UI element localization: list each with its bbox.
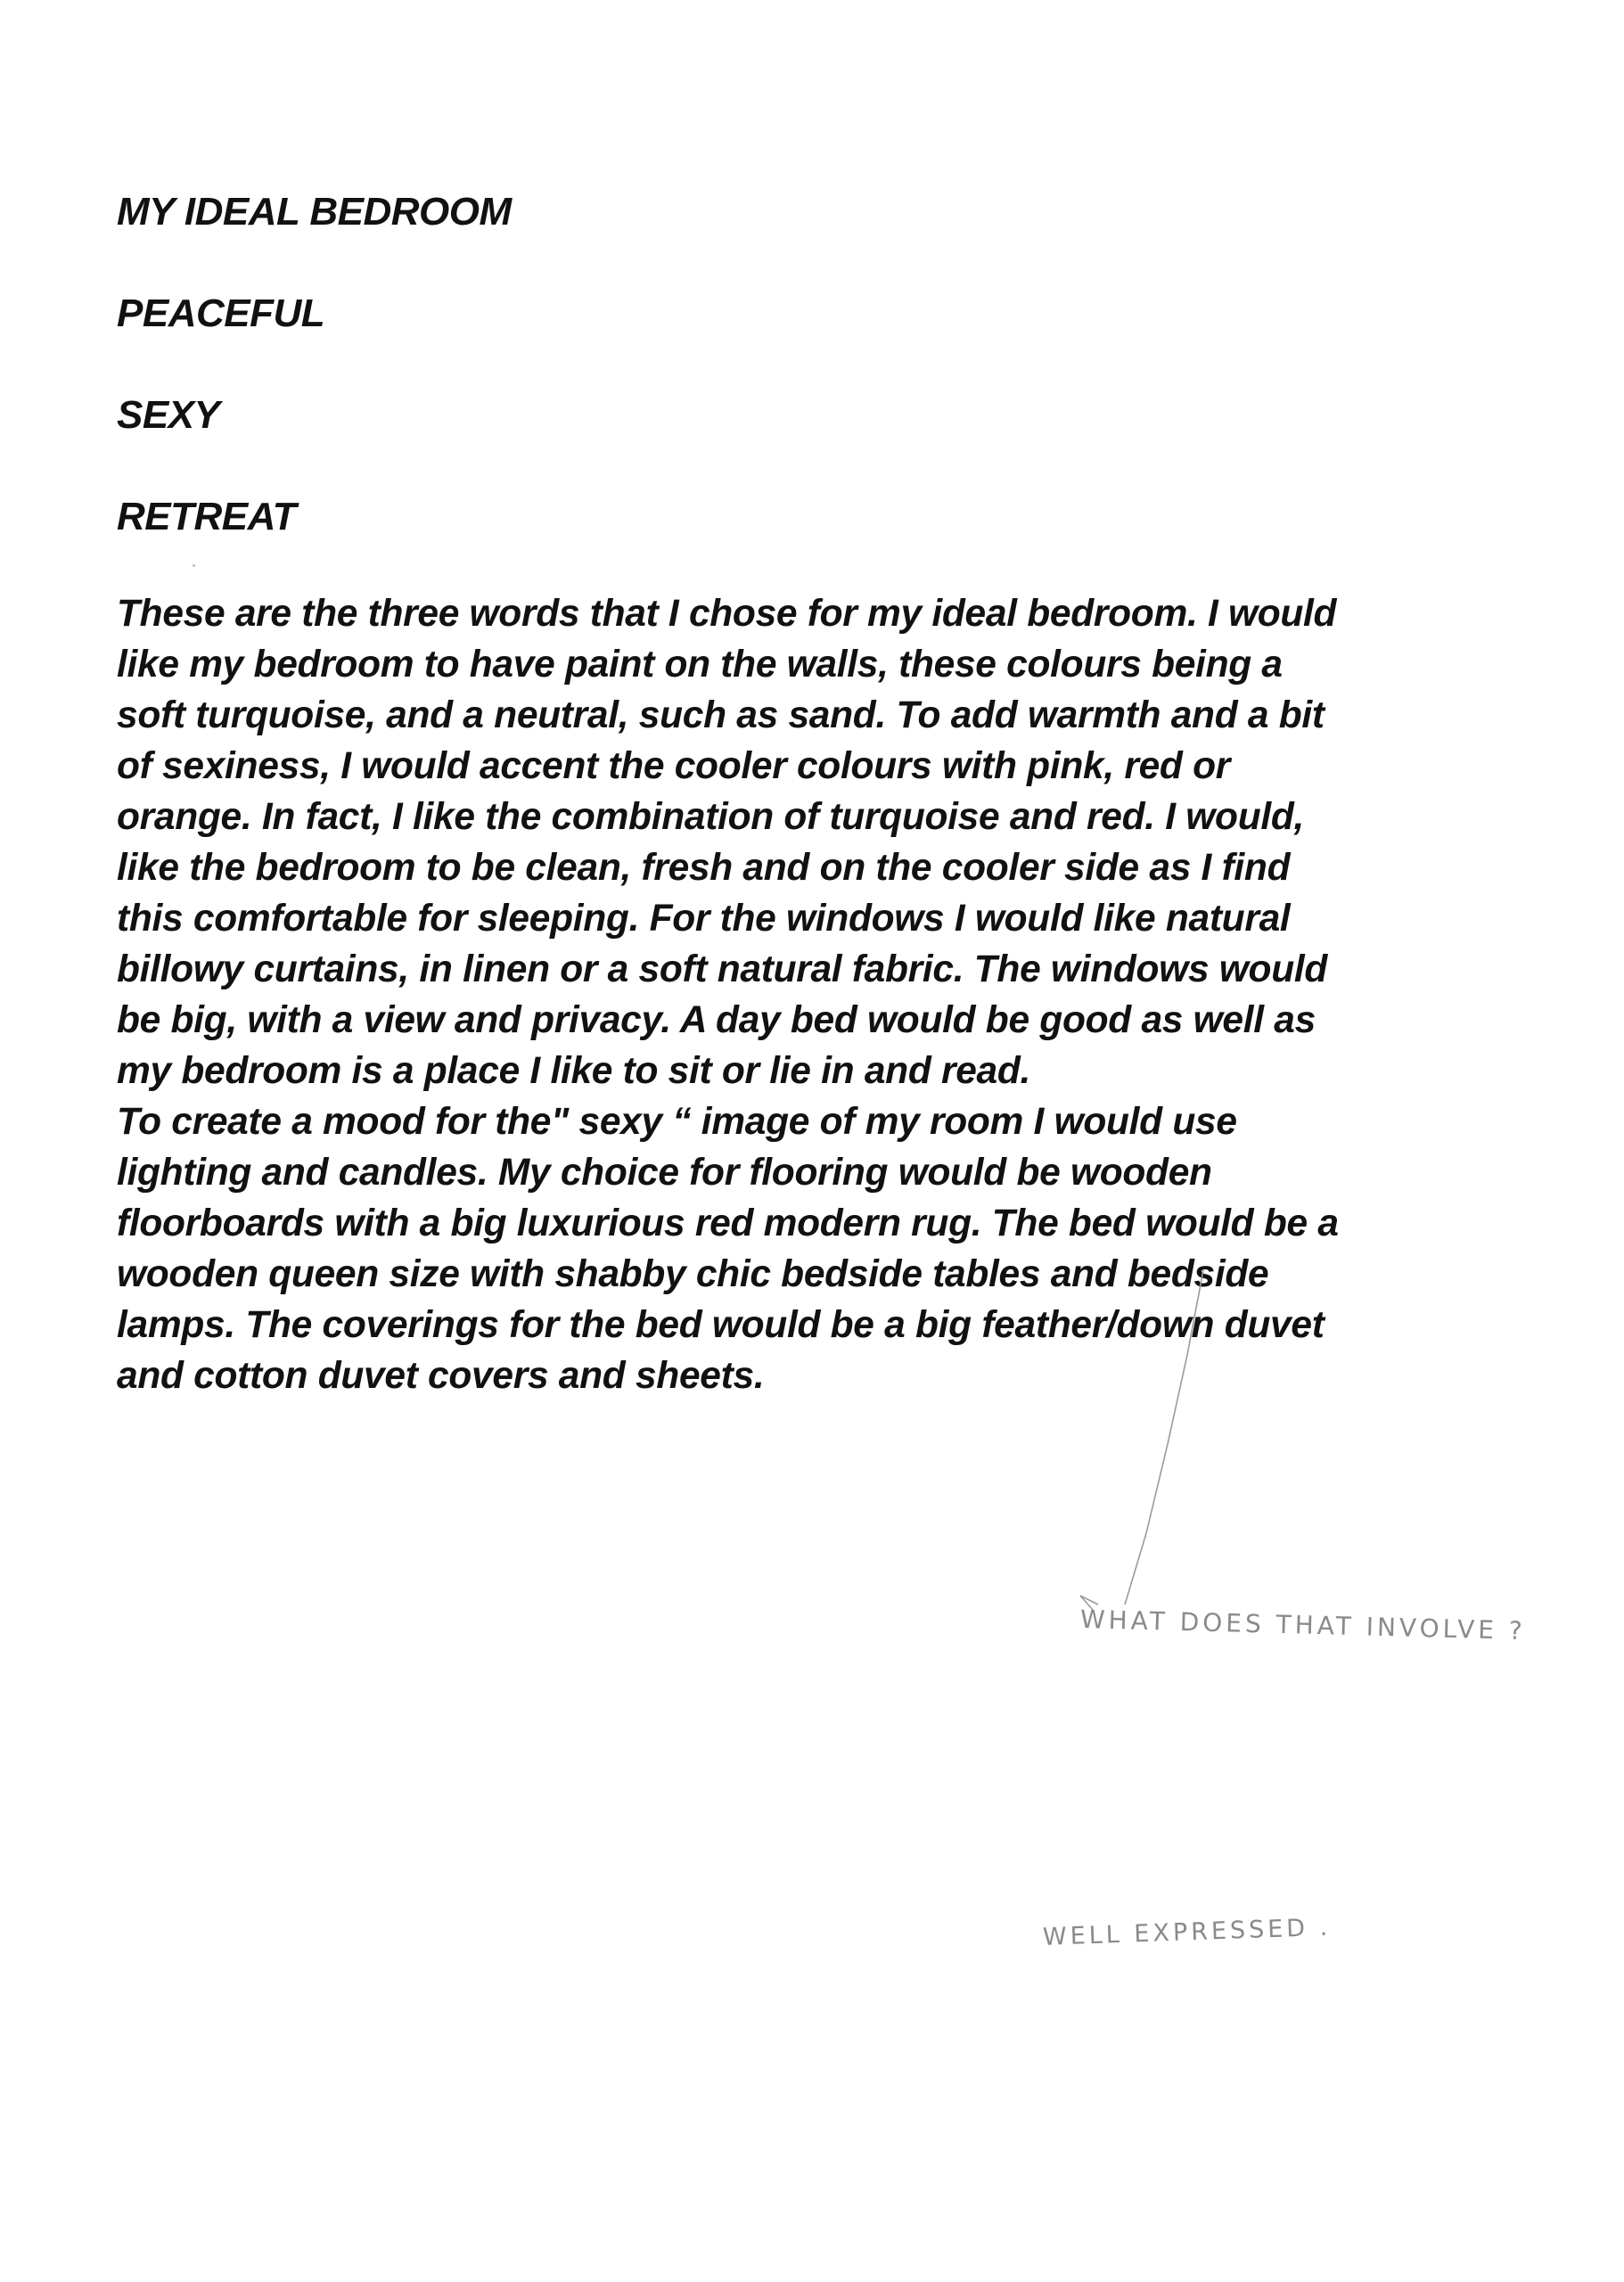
- keyword-retreat: RETREAT: [117, 495, 297, 538]
- essay-line: my bedroom is a place I like to sit or lie in and read.: [117, 1050, 1031, 1092]
- essay-line: To create a mood for the" sexy “ image of my room I would use: [117, 1101, 1237, 1143]
- essay-line: floorboards with a big luxurious red modern rug. The bed would be a: [117, 1203, 1339, 1244]
- essay-line: and cotton duvet covers and sheets.: [117, 1355, 765, 1397]
- essay-line: lighting and candles. My choice for flooring would be wooden: [117, 1152, 1212, 1194]
- essay-line: like the bedroom to be clean, fresh and on the cooler side as I find: [117, 847, 1291, 889]
- essay-line: soft turquoise, and a neutral, such as sand. To add warmth and a bit: [117, 694, 1325, 736]
- essay-line: wooden queen size with shabby chic bedside tables and bedside: [117, 1253, 1269, 1295]
- marker-comment-praise: WELL EXPRESSED .: [1042, 1913, 1332, 1951]
- essay-line: of sexiness, I would accent the cooler colours with pink, red or: [117, 745, 1230, 787]
- document-title: MY IDEAL BEDROOM: [117, 190, 512, 234]
- keyword-peaceful: PEACEFUL: [117, 291, 325, 335]
- essay-line: like my bedroom to have paint on the walls, these colours being a: [117, 644, 1283, 685]
- marker-comment-question: WHAT DOES THAT INVOLVE ?: [1079, 1605, 1527, 1646]
- essay-line: be big, with a view and privacy. A day bed would be good as well as: [117, 999, 1316, 1041]
- essay-line: billowy curtains, in linen or a soft natural fabric. The windows would: [117, 948, 1328, 990]
- essay-line: orange. In fact, I like the combination of turquoise and red. I would,: [117, 796, 1305, 838]
- essay-line: These are the three words that I chose for my ideal bedroom. I would: [117, 593, 1337, 635]
- essay-line: lamps. The coverings for the bed would be a big feather/down duvet: [117, 1304, 1325, 1346]
- keyword-sexy: SEXY: [117, 393, 220, 437]
- essay-line: this comfortable for sleeping. For the windows I would like natural: [117, 898, 1291, 940]
